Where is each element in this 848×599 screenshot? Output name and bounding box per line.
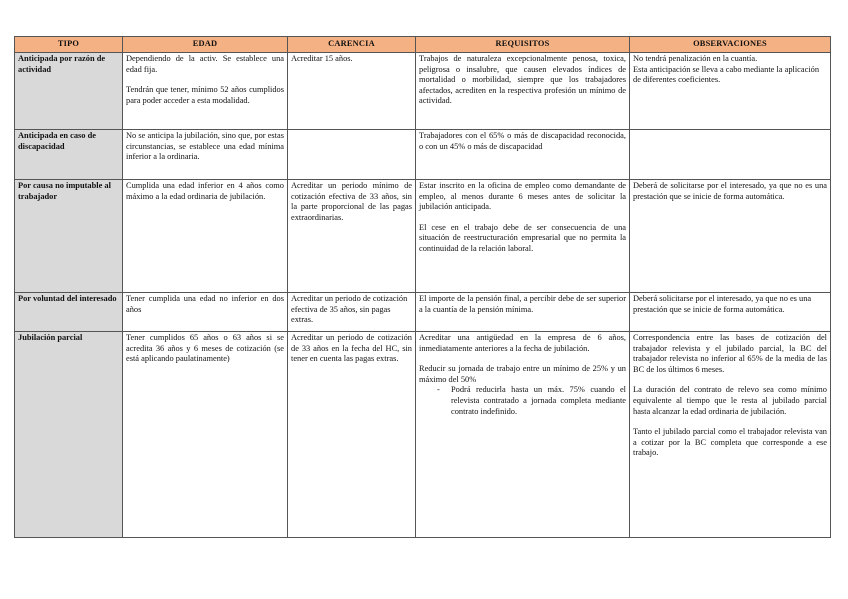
table-row <box>15 53 831 130</box>
list-item-text: Podrá reducirla hasta un máx. 75% cuando el relevista contratado a jornada completa mediante contrato indefinido. <box>451 385 626 416</box>
cell-paragraph: No tendrá penalización en la cuantía. <box>633 54 758 63</box>
dash-bullet-icon: - <box>437 385 440 395</box>
cell-carencia <box>288 332 416 538</box>
cell-paragraph: No se anticipa la jubilación, sino que, por estas circunstancias, se establece una edad mínima inferior a la ordinaria. <box>126 131 284 162</box>
cell-paragraph: Acreditar un periodo de cotización efectiva de 35 años, sin pagas extras. <box>291 294 408 325</box>
cell-observaciones <box>630 180 831 293</box>
cell-observaciones <box>630 332 831 538</box>
cell-paragraph: La duración del contrato de relevo sea como mínimo equivalente al tiempo que le resta al jubilado parcial hasta alcanzar la edad ordinaria de jubilación. <box>633 385 827 416</box>
table-row <box>15 332 831 538</box>
cell-requisitos <box>416 130 630 180</box>
cell-paragraph: Acreditar una antigüedad en la empresa de 6 años, inmediatamente anteriores a la fecha de jubilación. <box>419 333 626 353</box>
header-observaciones: OBSERVACIONES <box>630 37 831 53</box>
header-row <box>15 37 831 53</box>
header-carencia: CARENCIA <box>288 37 416 53</box>
cell-paragraph: Reducir su jornada de trabajo entre un mínimo de 25% y un máximo del 50% <box>419 364 626 384</box>
cell-paragraph: Tanto el jubilado parcial como el trabajador relevista van a cotizar por la BC completa que corresponde a ese trabajo. <box>633 427 827 458</box>
cell-carencia <box>288 130 416 180</box>
cell-tipo: Por causa no imputable al trabajador <box>15 180 123 293</box>
cell-paragraph: Correspondencia entre las bases de cotización del trabajador relevista y el jubilado parcial, la BC del trabajador relevista no inferior al 65% de la media de las BC de los últimos 6 meses. <box>633 333 827 374</box>
cell-edad <box>123 53 288 130</box>
cell-paragraph: El importe de la pensión final, a percibir debe de ser superior a la cuantía de la pensión mínima. <box>419 294 626 314</box>
header-tipo: TIPO <box>15 37 123 53</box>
list-item <box>437 385 626 417</box>
cell-edad <box>123 130 288 180</box>
cell-requisitos <box>416 53 630 130</box>
header-edad: EDAD <box>123 37 288 53</box>
cell-paragraph: Estar inscrito en la oficina de empleo como demandante de empleo, al menos durante 6 meses antes de solicitar la jubilación anticipada. <box>419 181 626 212</box>
cell-requisitos <box>416 293 630 332</box>
pension-table <box>14 36 831 538</box>
cell-paragraph: Acreditar un periodo de cotización de 33 años en la fecha del HC, sin tener en cuenta las pagas extras. <box>291 333 412 364</box>
cell-paragraph: Acreditar un periodo mínimo de cotización efectiva de 33 años, sin la parte proporcional de las pagas extraordinarias. <box>291 181 412 222</box>
cell-tipo: Anticipada por razón de actividad <box>15 53 123 130</box>
cell-tipo: Anticipada en caso de discapacidad <box>15 130 123 180</box>
cell-paragraph: Esta anticipación se lleva a cabo mediante la aplicación de diferentes coeficientes. <box>633 64 820 85</box>
cell-paragraph: Trabajos de naturaleza excepcionalmente penosa, toxica, peligrosa o insalubre, que causen elevados índices de mortalidad o morbilidad, siempre que los trabajadores afectados, acrediten en la respectiva profesión un mínimo de actividad. <box>419 54 626 106</box>
cell-paragraph: El cese en el trabajo debe de ser consecuencia de una situación de reestructuración empresarial que no permita la continuidad de la relación laboral. <box>419 222 626 253</box>
cell-tipo: Jubilación parcial <box>15 332 123 538</box>
cell-requisitos <box>416 332 630 538</box>
cell-paragraph: Cumplida una edad inferior en 4 años como máximo a la edad ordinaria de jubilación. <box>126 181 284 201</box>
table-row <box>15 180 831 293</box>
cell-tipo: Por voluntad del interesado <box>15 293 123 332</box>
table-row <box>15 293 831 332</box>
cell-requisitos <box>416 180 630 293</box>
cell-paragraph: Dependiendo de la activ. Se establece una edad fija. <box>126 54 284 74</box>
cell-edad <box>123 332 288 538</box>
table-row <box>15 130 831 180</box>
cell-carencia <box>288 53 416 130</box>
cell-carencia <box>288 180 416 293</box>
cell-paragraph: Deberá solicitarse por el interesado, ya que no es una prestación que se inicie de forma automática. <box>633 294 812 314</box>
cell-observaciones <box>630 130 831 180</box>
cell-paragraph: Tener cumplidos 65 años o 63 años si se acredita 36 años y 6 meses de cotización (se está aplicando paulatinamente) <box>126 333 284 364</box>
cell-paragraph: Tendrán que tener, mínimo 52 años cumplidos para poder acceder a esta modalidad. <box>126 85 284 105</box>
cell-edad <box>123 293 288 332</box>
cell-edad <box>123 180 288 293</box>
cell-paragraph: Acreditar 15 años. <box>291 54 353 63</box>
cell-observaciones <box>630 293 831 332</box>
cell-paragraph: Tener cumplida una edad no inferior en dos años <box>126 294 284 314</box>
cell-paragraph: Deberá de solicitarse por el interesado, ya que no es una prestación que se inicie de forma automática. <box>633 181 827 201</box>
cell-paragraph: Trabajadores con el 65% o más de discapacidad reconocida, o con un 45% o más de discapacidad <box>419 131 626 151</box>
header-requisitos: REQUISITOS <box>416 37 630 53</box>
cell-observaciones <box>630 53 831 130</box>
cell-carencia <box>288 293 416 332</box>
